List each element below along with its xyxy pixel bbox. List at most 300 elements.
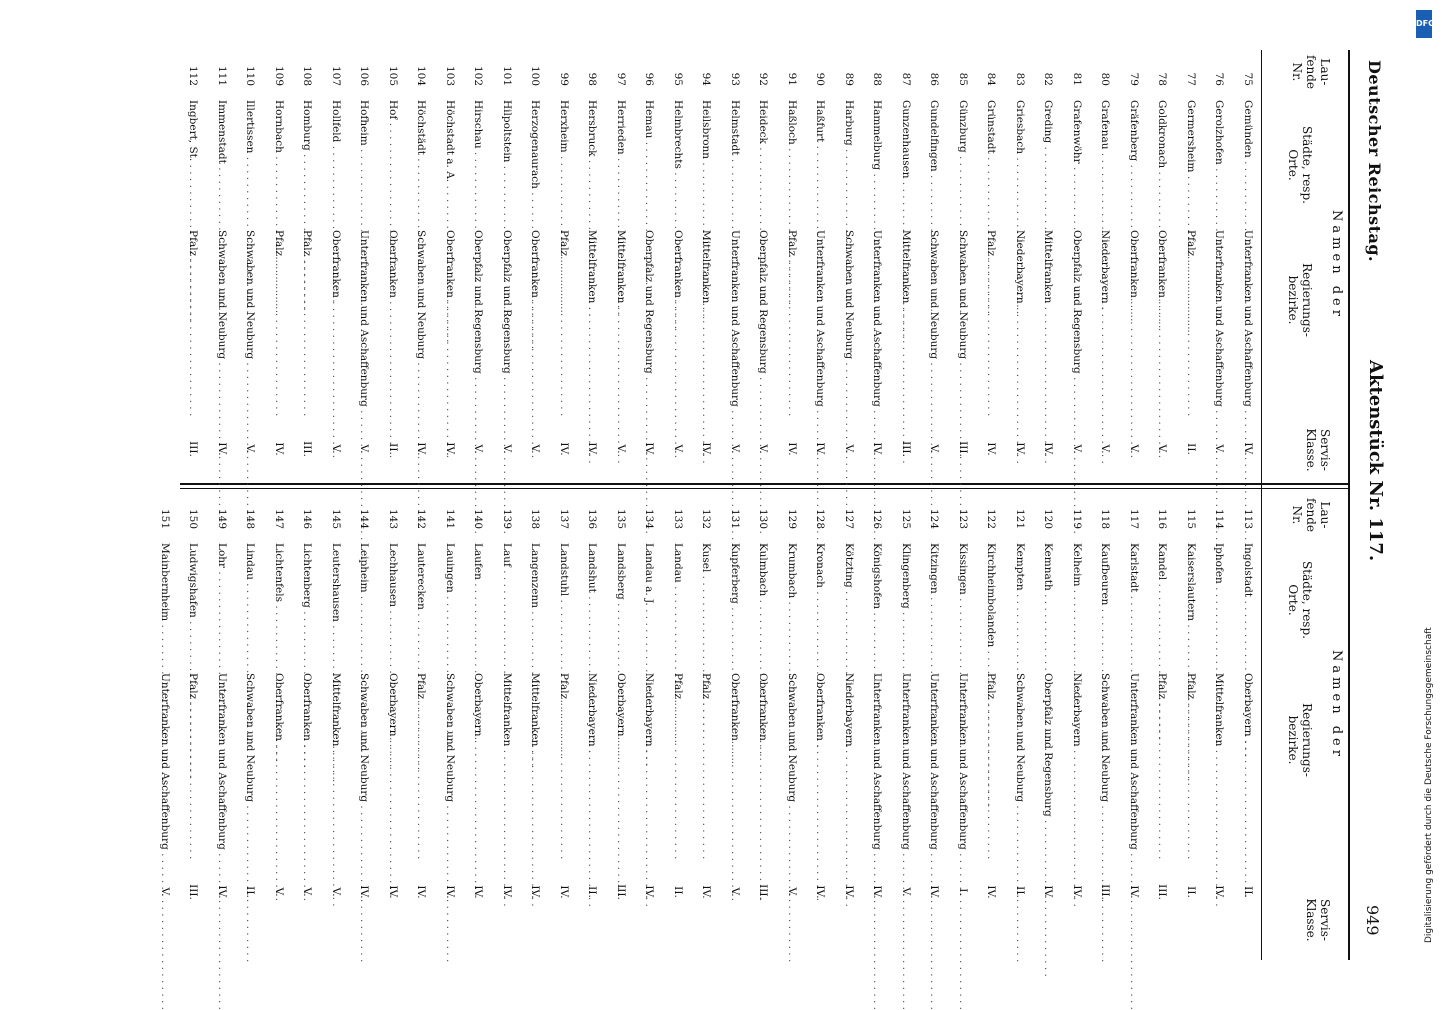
servis-class: IV. xyxy=(643,442,656,456)
servis-class: IV. xyxy=(871,885,884,899)
row-number: 139 xyxy=(501,508,513,529)
place-name: Gundelfingen . . . xyxy=(929,100,941,220)
place-name: Mainbernheim . . . xyxy=(159,543,171,663)
place-name: Kissingen . . . xyxy=(957,543,969,663)
servis-class: IV. xyxy=(1128,885,1140,899)
row-number: 146 xyxy=(301,508,314,529)
place-name: Gerolzhofen . . . xyxy=(1214,100,1226,220)
servis-class: IV. xyxy=(1042,442,1055,456)
row-number: 97 xyxy=(615,72,627,86)
district-name: Pfalz . . . xyxy=(986,673,998,853)
row-number: 96 xyxy=(643,72,656,86)
district-name: Mittelfranken . . . xyxy=(587,230,599,410)
row-number: 112 xyxy=(187,65,200,86)
district-name: Oberbayern . . . xyxy=(473,673,485,853)
district-name: Oberfranken . . . xyxy=(302,673,314,853)
place-name: Hof . . . xyxy=(387,100,399,220)
district-name: Niederbayern . . . xyxy=(1014,230,1026,410)
servis-class: IV. xyxy=(216,442,228,456)
servis-class: IV. xyxy=(1242,442,1254,456)
row-number: 133 xyxy=(672,508,684,529)
place-name: Heideck . . . xyxy=(758,100,770,220)
left-header-lfd: Lau-fende Nr. xyxy=(1290,54,1332,90)
servis-class: I. xyxy=(957,888,969,896)
row-number: 90 xyxy=(814,72,827,86)
place-name: Lechhausen . . . xyxy=(387,543,399,663)
district-name: Mittelfranken . . . xyxy=(530,673,542,853)
district-name: Pfalz . . . xyxy=(558,673,570,853)
place-name: Grünstadt . . . xyxy=(986,100,998,220)
servis-class: IV. xyxy=(814,885,827,899)
servis-class: IV. xyxy=(444,885,456,899)
place-name: Kulmbach . . . xyxy=(758,543,770,663)
district-name: Pfalz . . . xyxy=(701,673,713,853)
servis-class: III. xyxy=(957,441,969,457)
servis-class: IV. xyxy=(358,885,371,899)
servis-class: V. xyxy=(244,444,257,454)
servis-class: IV. xyxy=(643,885,656,899)
left-header-group: Namen der xyxy=(1329,210,1344,320)
servis-class: V. xyxy=(472,444,485,454)
place-name: Karlstadt . . . xyxy=(1128,543,1140,663)
place-name: Ludwigshafen . . . xyxy=(188,543,200,663)
place-name: Kusel . . . xyxy=(701,543,713,663)
district-name: Schwaben und Neuburg . . . xyxy=(416,230,428,410)
servis-class: IV. xyxy=(928,885,941,899)
district-name: Niederbayern . . . xyxy=(1071,673,1083,853)
district-name: Oberfranken . . . xyxy=(1157,230,1169,410)
row-number: 140 xyxy=(472,508,485,529)
row-number: 144 xyxy=(358,508,371,529)
district-name: Oberpfalz und Regensburg . . . xyxy=(644,230,656,410)
place-name: Gunzenhausen . . . xyxy=(900,100,912,220)
row-number: 102 xyxy=(472,65,485,86)
place-name: Immenstadt . . . xyxy=(216,100,228,220)
row-number: 92 xyxy=(757,72,770,86)
district-name: Pfalz . . . xyxy=(558,230,570,410)
row-number: 114 xyxy=(1213,508,1226,529)
district-name: Oberpfalz und Regensburg . . . xyxy=(473,230,485,410)
place-name: Goldkronach . . . xyxy=(1157,100,1169,220)
district-name: Schwaben und Neuburg . . . xyxy=(216,230,228,410)
place-name: Hemau . . . xyxy=(644,100,656,220)
servis-class: III. xyxy=(1156,884,1169,900)
district-name: Unterfranken und Aschaffenburg . . . xyxy=(929,673,941,853)
district-name: Oberbayern . . . xyxy=(387,673,399,853)
district-name: Oberfranken . . . xyxy=(672,230,684,410)
servis-class: III. xyxy=(187,441,200,457)
district-name: Oberbayern . . . xyxy=(1242,673,1254,853)
row-number: 80 xyxy=(1099,72,1112,86)
servis-class: IV. xyxy=(472,885,485,899)
place-name: Herxheim . . . xyxy=(558,100,570,220)
row-number: 93 xyxy=(729,72,741,86)
row-number: 137 xyxy=(558,508,570,529)
place-name: Günzburg . . . xyxy=(957,100,969,220)
servis-class: V. xyxy=(1099,444,1112,454)
district-name: Unterfranken und Aschaffenburg . . . xyxy=(359,230,371,410)
servis-class: V. xyxy=(1156,444,1169,454)
top-rule xyxy=(1348,50,1350,960)
servis-class: IV. xyxy=(700,885,713,899)
place-name: Grafenwöhr . . . xyxy=(1071,100,1083,220)
servis-class: V. xyxy=(159,887,171,897)
district-name: Pfalz . . . xyxy=(786,230,798,410)
district-name: Niederbayern . . . xyxy=(644,673,656,853)
row-number: 130 xyxy=(757,508,770,529)
servis-class: V. xyxy=(757,444,770,454)
servis-class: II. xyxy=(387,443,399,455)
row-number: 104 xyxy=(415,65,428,86)
servis-class: IV. xyxy=(558,885,570,899)
servis-class: IV. xyxy=(1042,885,1055,899)
servis-class: V. xyxy=(928,444,941,454)
district-name: Oberpfalz und Regensburg . . . xyxy=(1043,673,1055,853)
left-header-staedte: Städte, resp. Orte. xyxy=(1286,126,1314,204)
district-name: Oberfranken . . . xyxy=(444,230,456,410)
district-name: Oberpfalz und Regensburg . . . xyxy=(758,230,770,410)
row-number: 149 xyxy=(216,508,228,529)
right-header-lfd: Lau-fende Nr. xyxy=(1290,497,1332,533)
row-number: 108 xyxy=(301,65,314,86)
servis-class: IV. xyxy=(216,885,228,899)
row-number: 128 xyxy=(814,508,827,529)
district-name: Pfalz . . . xyxy=(986,230,998,410)
row-number: 124 xyxy=(928,508,941,529)
place-name: Ingbert, St. . . . xyxy=(188,100,200,220)
servis-class: IV. xyxy=(415,885,428,899)
district-name: Pfalz . . . xyxy=(273,230,285,410)
row-number: 119 xyxy=(1071,508,1083,529)
right-header-bezirke: Regierungs-bezirke. xyxy=(1286,703,1314,777)
row-number: 143 xyxy=(387,508,399,529)
place-name: Kupferberg . . . xyxy=(729,543,741,663)
row-number: 118 xyxy=(1099,508,1112,529)
place-name: Kaufbeuren . . . xyxy=(1100,543,1112,663)
servis-class: IV. xyxy=(814,442,827,456)
servis-class: V. xyxy=(1071,444,1083,454)
row-number: 122 xyxy=(985,508,998,529)
row-number: 115 xyxy=(1185,508,1197,529)
servis-class: IV. xyxy=(871,442,884,456)
place-name: Kirchheimbolanden . . . xyxy=(986,543,998,663)
row-number: 138 xyxy=(529,508,542,529)
place-name: Höchstädt . . . xyxy=(416,100,428,220)
row-number: 87 xyxy=(900,72,912,86)
row-number: 79 xyxy=(1128,72,1140,86)
servis-class: IV. xyxy=(273,442,285,456)
servis-class: V. xyxy=(900,887,912,897)
row-number: 151 xyxy=(159,508,171,529)
row-number: 141 xyxy=(444,508,456,529)
servis-class: IV. xyxy=(985,885,998,899)
servis-class: II. xyxy=(586,886,599,898)
row-number: 113 xyxy=(1242,508,1254,529)
servis-class: IV. xyxy=(1071,885,1083,899)
district-name: Mittelfranken . . . xyxy=(501,673,513,853)
place-name: Hollfeld . . . xyxy=(330,100,342,220)
district-name: Unterfranken und Aschaffenburg . . . xyxy=(159,673,171,853)
servis-class: IV. xyxy=(786,442,798,456)
district-name: Oberfranken . . . xyxy=(387,230,399,410)
servis-class: IV. xyxy=(415,442,428,456)
district-name: Pfalz . . . xyxy=(1185,673,1197,853)
row-number: 98 xyxy=(586,72,599,86)
district-name: Oberfranken . . . xyxy=(273,673,285,853)
district-name: Schwaben und Neuburg . . . xyxy=(843,230,855,410)
place-name: Kelheim . . . xyxy=(1071,543,1083,663)
dfg-logo: DFG xyxy=(1416,10,1432,38)
row-number: 75 xyxy=(1242,72,1254,86)
place-name: Lichtenberg . . . xyxy=(302,543,314,663)
place-name: Lichtenfels . . . xyxy=(273,543,285,663)
place-name: Landshut . . . xyxy=(587,543,599,663)
left-header-bezirke: Regierungs-bezirke. xyxy=(1286,263,1314,337)
place-name: Langenzenn . . . xyxy=(530,543,542,663)
district-name: Pfalz . . . xyxy=(672,673,684,853)
servis-class: V. xyxy=(843,444,855,454)
servis-class: III. xyxy=(301,441,314,457)
place-name: Helmbrechts . . . xyxy=(672,100,684,220)
district-name: Oberpfalz und Regensburg . . . xyxy=(1071,230,1083,410)
row-number: 147 xyxy=(273,508,285,529)
servis-class: II. xyxy=(1185,443,1197,455)
servis-class: V. xyxy=(501,444,513,454)
servis-class: V. xyxy=(330,887,342,897)
row-number: 103 xyxy=(444,65,456,86)
place-name: Harburg . . . xyxy=(843,100,855,220)
servis-class: V. xyxy=(1128,444,1140,454)
place-name: Kemnath . . . xyxy=(1043,543,1055,663)
district-name: Mittelfranken . . . xyxy=(1043,230,1055,410)
place-name: Haßloch . . . xyxy=(786,100,798,220)
place-name: Griesbach . . . xyxy=(1014,100,1026,220)
servis-class: IV. xyxy=(501,885,513,899)
row-number: 127 xyxy=(843,508,855,529)
district-name: Unterfranken und Aschaffenburg . . . xyxy=(957,673,969,853)
row-number: 132 xyxy=(700,508,713,529)
district-name: Schwaben und Neuburg . . . xyxy=(929,230,941,410)
place-name: Klingenberg . . . xyxy=(900,543,912,663)
servis-class: II. xyxy=(244,886,257,898)
row-number: 129 xyxy=(786,508,798,529)
place-name: Hofheim . . . xyxy=(359,100,371,220)
row-number: 136 xyxy=(586,508,599,529)
servis-class: II. xyxy=(672,886,684,898)
row-number: 83 xyxy=(1014,72,1026,86)
place-name: Lauingen . . . xyxy=(444,543,456,663)
row-number: 142 xyxy=(415,508,428,529)
page-number: 949 xyxy=(1363,905,1382,936)
servis-class: IV. xyxy=(387,885,399,899)
row-number: 89 xyxy=(843,72,855,86)
district-name: Schwaben und Neuburg . . . xyxy=(786,673,798,853)
district-name: Pfalz . . . xyxy=(188,673,200,853)
row-number: 148 xyxy=(244,508,257,529)
servis-class: V. xyxy=(301,887,314,897)
right-header-klasse: Servis-Klasse. xyxy=(1304,898,1332,942)
row-number: 145 xyxy=(330,508,342,529)
row-number: 78 xyxy=(1156,72,1169,86)
place-name: Landstuhl . . . xyxy=(558,543,570,663)
row-number: 126 xyxy=(871,508,884,529)
row-number: 85 xyxy=(957,72,969,86)
servis-class: V. xyxy=(672,444,684,454)
servis-class: IV. xyxy=(1014,442,1026,456)
servis-class: V. xyxy=(729,444,741,454)
place-name: Lauf . . . xyxy=(501,543,513,663)
place-name: Hilpoltstein . . . xyxy=(501,100,513,220)
servis-class: V. xyxy=(358,444,371,454)
district-name: Schwaben und Neuburg . . . xyxy=(444,673,456,853)
place-name: Landau . . . xyxy=(672,543,684,663)
district-name: Mittelfranken . . . xyxy=(615,230,627,410)
servis-class: III. xyxy=(187,884,200,900)
district-name: Niederbayern . . . xyxy=(587,673,599,853)
district-name: Oberfranken . . . xyxy=(530,230,542,410)
place-name: Haßfurt . . . xyxy=(815,100,827,220)
row-number: 110 xyxy=(244,65,257,86)
place-name: Krumbach . . . xyxy=(786,543,798,663)
district-name: Oberfranken . . . xyxy=(330,230,342,410)
document-header-left: Deutscher Reichstag. xyxy=(1365,60,1384,263)
place-name: Leutershausen . . . xyxy=(330,543,342,663)
district-name: Niederbayern . . . xyxy=(1100,230,1112,410)
servis-class: V. xyxy=(786,887,798,897)
servis-class: III. xyxy=(1099,884,1112,900)
row-number: 76 xyxy=(1213,72,1226,86)
place-name: Ingolstadt . . . xyxy=(1242,543,1254,663)
servis-class: V. xyxy=(330,444,342,454)
place-name: Gräfenberg . . . xyxy=(1128,100,1140,220)
servis-class: IV. xyxy=(985,442,998,456)
place-name: Lohr . . . xyxy=(216,543,228,663)
place-name: Heilsbronn . . . xyxy=(701,100,713,220)
right-header-staedte: Städte, resp. Orte. xyxy=(1286,561,1314,639)
place-name: Grafenau . . . xyxy=(1100,100,1112,220)
servis-class: IV. xyxy=(529,885,542,899)
place-name: Hornbach . . . xyxy=(273,100,285,220)
servis-class: II. xyxy=(1014,886,1026,898)
servis-class: III. xyxy=(900,441,912,457)
row-number: 82 xyxy=(1042,72,1055,86)
servis-class: IV. xyxy=(700,442,713,456)
row-number: 100 xyxy=(529,65,542,86)
district-name: Unterfranken und Aschaffenburg . . . xyxy=(872,673,884,853)
place-name: Gemünden . . . xyxy=(1242,100,1254,220)
row-number: 117 xyxy=(1128,508,1140,529)
place-name: Herzogenaurach . . . xyxy=(530,100,542,220)
digitization-credit xyxy=(1420,8,1442,948)
place-name: Hirschau . . . xyxy=(473,100,485,220)
row-number: 120 xyxy=(1042,508,1055,529)
district-name: Unterfranken und Aschaffenburg . . . xyxy=(216,673,228,853)
row-number: 125 xyxy=(900,508,912,529)
row-number: 77 xyxy=(1185,72,1197,86)
place-name: Herrieden . . . xyxy=(615,100,627,220)
servis-class: IV. xyxy=(1213,885,1226,899)
place-name: Kitzingen . . . xyxy=(929,543,941,663)
place-name: Germersheim . . . xyxy=(1185,100,1197,220)
place-name: Laufen . . . xyxy=(473,543,485,663)
row-number: 99 xyxy=(558,72,570,86)
servis-class: II. xyxy=(1185,886,1197,898)
row-number: 134 xyxy=(643,508,656,529)
row-number: 111 xyxy=(216,65,228,86)
place-name: Lindau . . . xyxy=(245,543,257,663)
servis-class: IV. xyxy=(444,442,456,456)
place-name: Höchstadt a. A. . . . xyxy=(444,100,456,220)
district-name: Unterfranken und Aschaffenburg . . . xyxy=(1128,673,1140,853)
row-number: 131 xyxy=(729,508,741,529)
district-name: Pfalz . . . xyxy=(416,673,428,853)
row-number: 86 xyxy=(928,72,941,86)
district-name: Unterfranken und Aschaffenburg . . . xyxy=(872,230,884,410)
row-number: 88 xyxy=(871,72,884,86)
document-title: Aktenstück Nr. 117. xyxy=(1365,360,1386,562)
place-name: Hammelburg . . . xyxy=(872,100,884,220)
district-name: Niederbayern . . . xyxy=(843,673,855,853)
servis-class: III. xyxy=(615,884,627,900)
credit-text: Digitalisierung gefördert durch die Deutsche Forschungsgemeinschaft xyxy=(1424,627,1434,943)
servis-class: IV. xyxy=(843,885,855,899)
district-name: Pfalz . . . xyxy=(1185,230,1197,410)
district-name: Oberfranken . . . xyxy=(758,673,770,853)
row-number: 84 xyxy=(985,72,998,86)
place-name: Homburg . . . xyxy=(302,100,314,220)
district-name: Oberpfalz und Regensburg . . . xyxy=(501,230,513,410)
place-name: Hersbruck . . . xyxy=(587,100,599,220)
servis-class: V. xyxy=(1213,444,1226,454)
place-name: Leipheim . . . xyxy=(359,543,371,663)
place-name: Greding . . . xyxy=(1043,100,1055,220)
district-name: Pfalz . . . xyxy=(302,230,314,410)
place-name: Landsberg . . . xyxy=(615,543,627,663)
district-name: Unterfranken und Aschaffenburg . . . xyxy=(815,230,827,410)
place-name: Landau a. J. . . . xyxy=(644,543,656,663)
row-number: 106 xyxy=(358,65,371,86)
row-number: 91 xyxy=(786,72,798,86)
district-name: Schwaben und Neuburg . . . xyxy=(957,230,969,410)
district-name: Schwaben und Neuburg . . . xyxy=(1100,673,1112,853)
district-name: Oberfranken . . . xyxy=(815,673,827,853)
row-number: 81 xyxy=(1071,72,1083,86)
place-name: Helmstadt . . . xyxy=(729,100,741,220)
district-name: Unterfranken und Aschaffenburg . . . xyxy=(900,673,912,853)
place-name: Kandel . . . xyxy=(1157,543,1169,663)
row-number: 95 xyxy=(672,72,684,86)
right-header-group: Namen der xyxy=(1329,650,1344,760)
place-name: Illertissen . . . xyxy=(245,100,257,220)
district-name: Oberfranken . . . xyxy=(1128,230,1140,410)
district-name: Mittelfranken . . . xyxy=(330,673,342,853)
place-name: Lauterecken . . . xyxy=(416,543,428,663)
left-header-klasse: Servis-Klasse. xyxy=(1304,428,1332,472)
place-name: Kronach . . . xyxy=(815,543,827,663)
district-name: Schwaben und Neuburg . . . xyxy=(245,673,257,853)
header-bottom-rule xyxy=(1261,50,1262,960)
row-number: 150 xyxy=(187,508,200,529)
place-name: Königshofen . . . xyxy=(872,543,884,663)
row-number: 135 xyxy=(615,508,627,529)
row-number: 121 xyxy=(1014,508,1026,529)
district-name: Mittelfranken . . . xyxy=(900,230,912,410)
district-name: Oberbayern . . . xyxy=(615,673,627,853)
district-name: Unterfranken und Aschaffenburg . . . xyxy=(729,230,741,410)
place-name: Kötzting . . . xyxy=(843,543,855,663)
servis-class: V. xyxy=(729,887,741,897)
place-name: Kaiserslautern . . . xyxy=(1185,543,1197,663)
